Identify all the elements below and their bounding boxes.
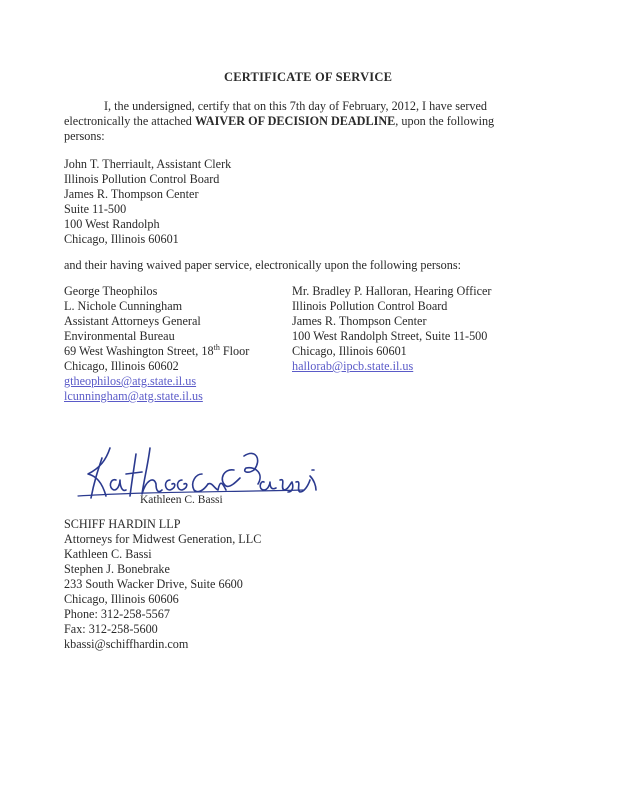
address-line: 100 West Randolph: [64, 217, 160, 231]
address-line: George Theophilos: [64, 284, 158, 298]
intro-line-1: I, the undersigned, certify that on this 7th day of February, 2012, I have served: [104, 99, 488, 113]
address-line: Environmental Bureau: [64, 329, 175, 343]
address-line: 100 West Randolph Street, Suite 11-500: [292, 329, 488, 343]
signer-block: [64, 517, 261, 652]
email-link[interactable]: lcunningham@atg.state.il.us: [64, 389, 203, 403]
address-line: Illinois Pollution Control Board: [64, 172, 220, 186]
address-line: Chicago, Illinois 60602: [64, 359, 179, 373]
signature-printed-name: Kathleen C. Bassi: [140, 494, 223, 506]
intro-line-2: electronically the attached WAIVER OF DECISION DEADLINE, upon the following: [64, 114, 495, 128]
signer-line: 233 South Wacker Drive, Suite 6600: [64, 577, 243, 591]
address-line: Chicago, Illinois 60601: [64, 232, 179, 246]
address-line: John T. Therriault, Assistant Clerk: [64, 157, 232, 171]
address-line: Assistant Attorneys General: [64, 314, 201, 328]
phone-number: Phone: 312-258-5567: [64, 607, 170, 621]
page-title: CERTIFICATE OF SERVICE: [224, 70, 393, 84]
intro-line-3: persons:: [64, 129, 105, 143]
address-line: James R. Thompson Center: [292, 314, 427, 328]
signer-email: kbassi@schiffhardin.com: [64, 637, 189, 651]
address-line: L. Nichole Cunningham: [64, 299, 183, 313]
firm-name: SCHIFF HARDIN LLP: [64, 517, 181, 531]
email-link[interactable]: gtheophilos@atg.state.il.us: [64, 374, 197, 388]
address-line: Mr. Bradley P. Halloran, Hearing Officer: [292, 284, 492, 298]
email-link[interactable]: hallorab@ipcb.state.il.us: [292, 359, 414, 373]
signer-line: Attorneys for Midwest Generation, LLC: [64, 532, 262, 546]
intro-paragraph: [64, 99, 494, 144]
document-name: WAIVER OF DECISION DEADLINE: [194, 114, 396, 128]
address-line: James R. Thompson Center: [64, 187, 199, 201]
address-line: Chicago, Illinois 60601: [292, 344, 407, 358]
signer-line: Kathleen C. Bassi: [64, 547, 152, 561]
address-line-street: 69 West Washington Street, 18th Floor: [64, 342, 250, 358]
left-recipient-address: [64, 284, 249, 404]
right-recipient-address: [292, 284, 491, 374]
signer-line: Stephen J. Bonebrake: [64, 562, 170, 576]
fax-number: Fax: 312-258-5600: [64, 622, 158, 636]
primary-recipient-address: [64, 157, 231, 247]
signer-line: Chicago, Illinois 60606: [64, 592, 179, 606]
address-line: Suite 11-500: [64, 202, 127, 216]
waived-service-text: and their having waived paper service, electronically upon the following persons:: [64, 258, 461, 272]
address-line: Illinois Pollution Control Board: [292, 299, 448, 313]
